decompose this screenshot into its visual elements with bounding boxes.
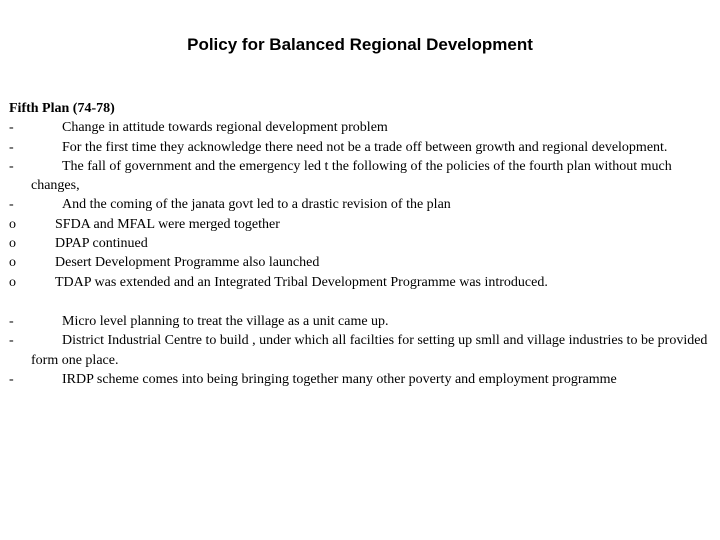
bullet-text: And the coming of the janata govt led to a drastic revision of the plan xyxy=(62,197,451,213)
sub-bullet-text: DPAP continued xyxy=(55,236,148,252)
slide-body xyxy=(9,99,714,389)
slide-title: Policy for Balanced Regional Development xyxy=(187,35,533,54)
sub-bullet-text: Desert Development Programme also launched xyxy=(55,255,320,271)
bullet-item xyxy=(9,118,714,137)
bullet-text: IRDP scheme comes into being bringing together many other poverty and employment programme xyxy=(62,371,617,387)
bullet-item xyxy=(9,138,714,157)
bullet-text: Micro level planning to treat the village as a unit came up. xyxy=(62,313,389,329)
spacer xyxy=(9,292,714,312)
bullet-item xyxy=(9,195,714,214)
sub-bullet-item xyxy=(9,234,714,253)
circle-marker: o xyxy=(9,236,16,252)
section-heading: Fifth Plan (74-78) xyxy=(9,101,115,116)
circle-marker: o xyxy=(9,274,16,290)
dash-marker: - xyxy=(9,139,14,155)
sub-bullet-item xyxy=(9,273,714,292)
bullet-text: For the first time they acknowledge there need not be a trade off between growth and regional development. xyxy=(62,139,668,155)
dash-marker: - xyxy=(9,333,14,349)
bullet-text: The fall of government and the emergency led t the following of the policies of the fourth plan without much changes, xyxy=(31,158,672,194)
bullet-item xyxy=(9,370,714,389)
bullet-item xyxy=(9,331,714,370)
dash-marker: - xyxy=(9,371,14,387)
bullet-item xyxy=(9,312,714,331)
dash-marker: - xyxy=(9,197,14,213)
bullet-text: Change in attitude towards regional development problem xyxy=(62,120,388,136)
dash-marker: - xyxy=(9,120,14,136)
sub-bullet-text: SFDA and MFAL were merged together xyxy=(55,216,280,232)
bullet-text: District Industrial Centre to build , under which all facilties for setting up smll and village industries to be provided form one place. xyxy=(31,333,708,368)
sub-bullet-item xyxy=(9,253,714,272)
dash-marker: - xyxy=(9,313,14,329)
circle-marker: o xyxy=(9,255,16,271)
dash-marker: - xyxy=(9,158,14,174)
bullet-item xyxy=(9,157,714,196)
sub-bullet-item xyxy=(9,215,714,234)
circle-marker: o xyxy=(9,216,16,232)
sub-bullet-text: TDAP was extended and an Integrated Tribal Development Programme was introduced. xyxy=(55,274,548,290)
